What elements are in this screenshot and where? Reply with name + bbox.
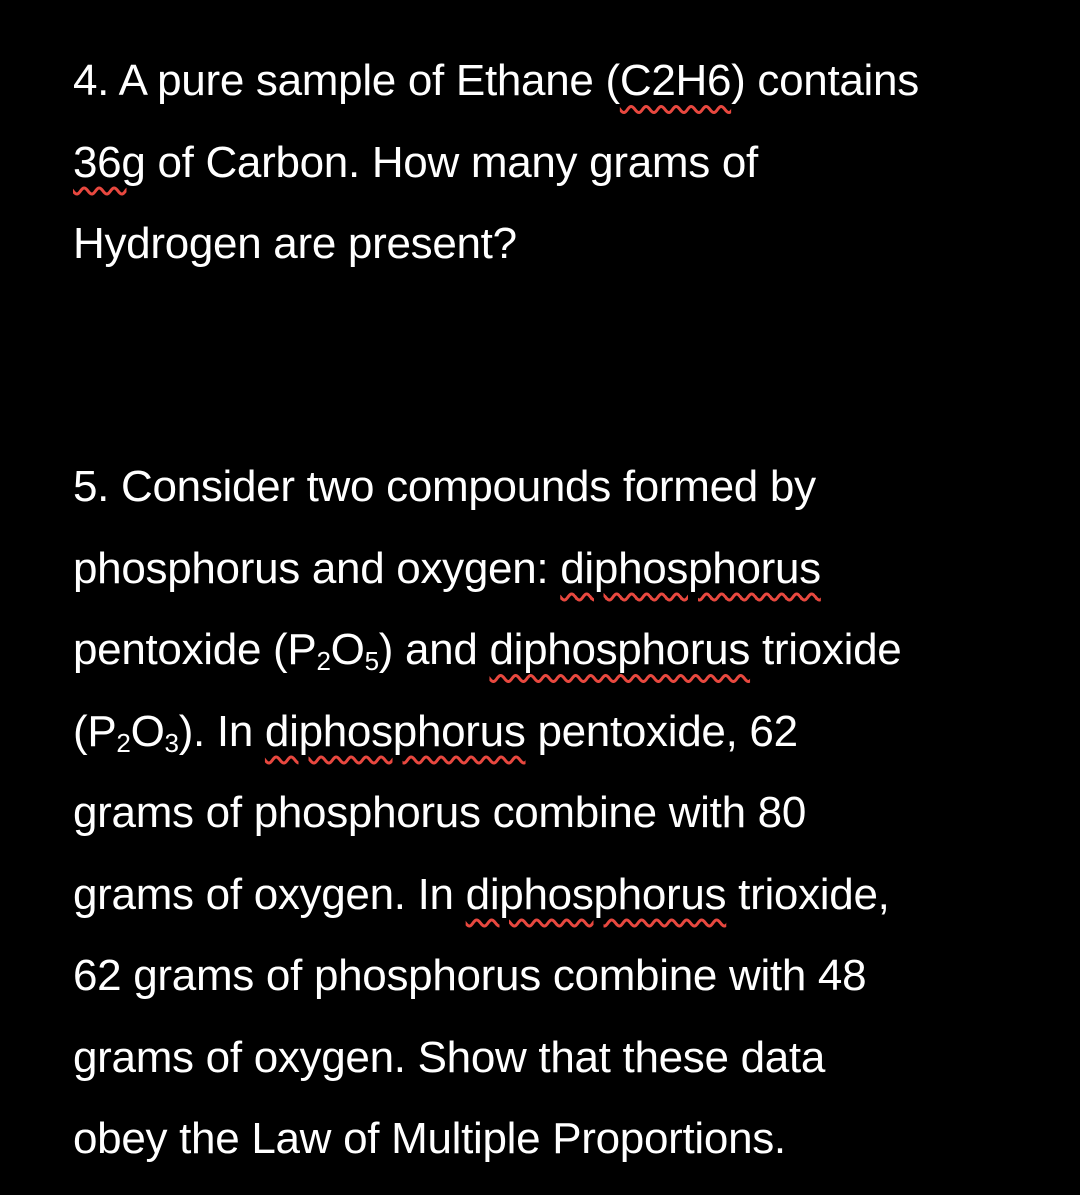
q5-line-1: 5. Consider two compounds formed by [73,462,816,511]
q5-line-2: phosphorus and oxygen: diphosphorus [73,543,821,593]
subscript: 3 [164,727,179,758]
subscript: 2 [116,727,131,758]
q5-line-5: grams of phosphorus combine with 80 [73,788,807,837]
subscript: 5 [364,646,379,676]
q5-line-8: grams of oxygen. Show that these data [73,1032,826,1082]
q5-line-3: pentoxide $(P_2O_5)$ and diphosphorus trioxide [73,625,902,676]
misspelled-word[interactable]: 36g [73,137,146,187]
subscript: 2 [316,646,331,676]
q5-line-9: obey the Law of Multiple Proportions. [73,1114,786,1163]
misspelled-word[interactable]: diphosphorus [465,869,727,919]
q4-line-3: Hydrogen are present? [73,219,517,268]
q5-line-7: 62 grams of phosphorus combine with 48 [73,951,867,1000]
misspelled-word[interactable]: diphosphorus [264,706,526,756]
q5-line-6: grams of oxygen. In diphosphorus trioxide, [73,869,890,919]
question-4 [73,40,1063,285]
misspelled-word[interactable]: diphosphorus [489,625,751,674]
question-5 [73,446,1063,1180]
misspelled-word[interactable]: diphosphorus [560,543,821,593]
q5-line-4: $(P_2O_3)$. In diphosphorus pentoxide, 62 [73,706,798,758]
q4-line-2: 36g of Carbon. How many grams of [73,137,758,187]
misspelled-word[interactable]: C2H6 [619,56,732,105]
q4-line-1: 4. A pure sample of Ethane (C2H6) contains [73,56,919,105]
